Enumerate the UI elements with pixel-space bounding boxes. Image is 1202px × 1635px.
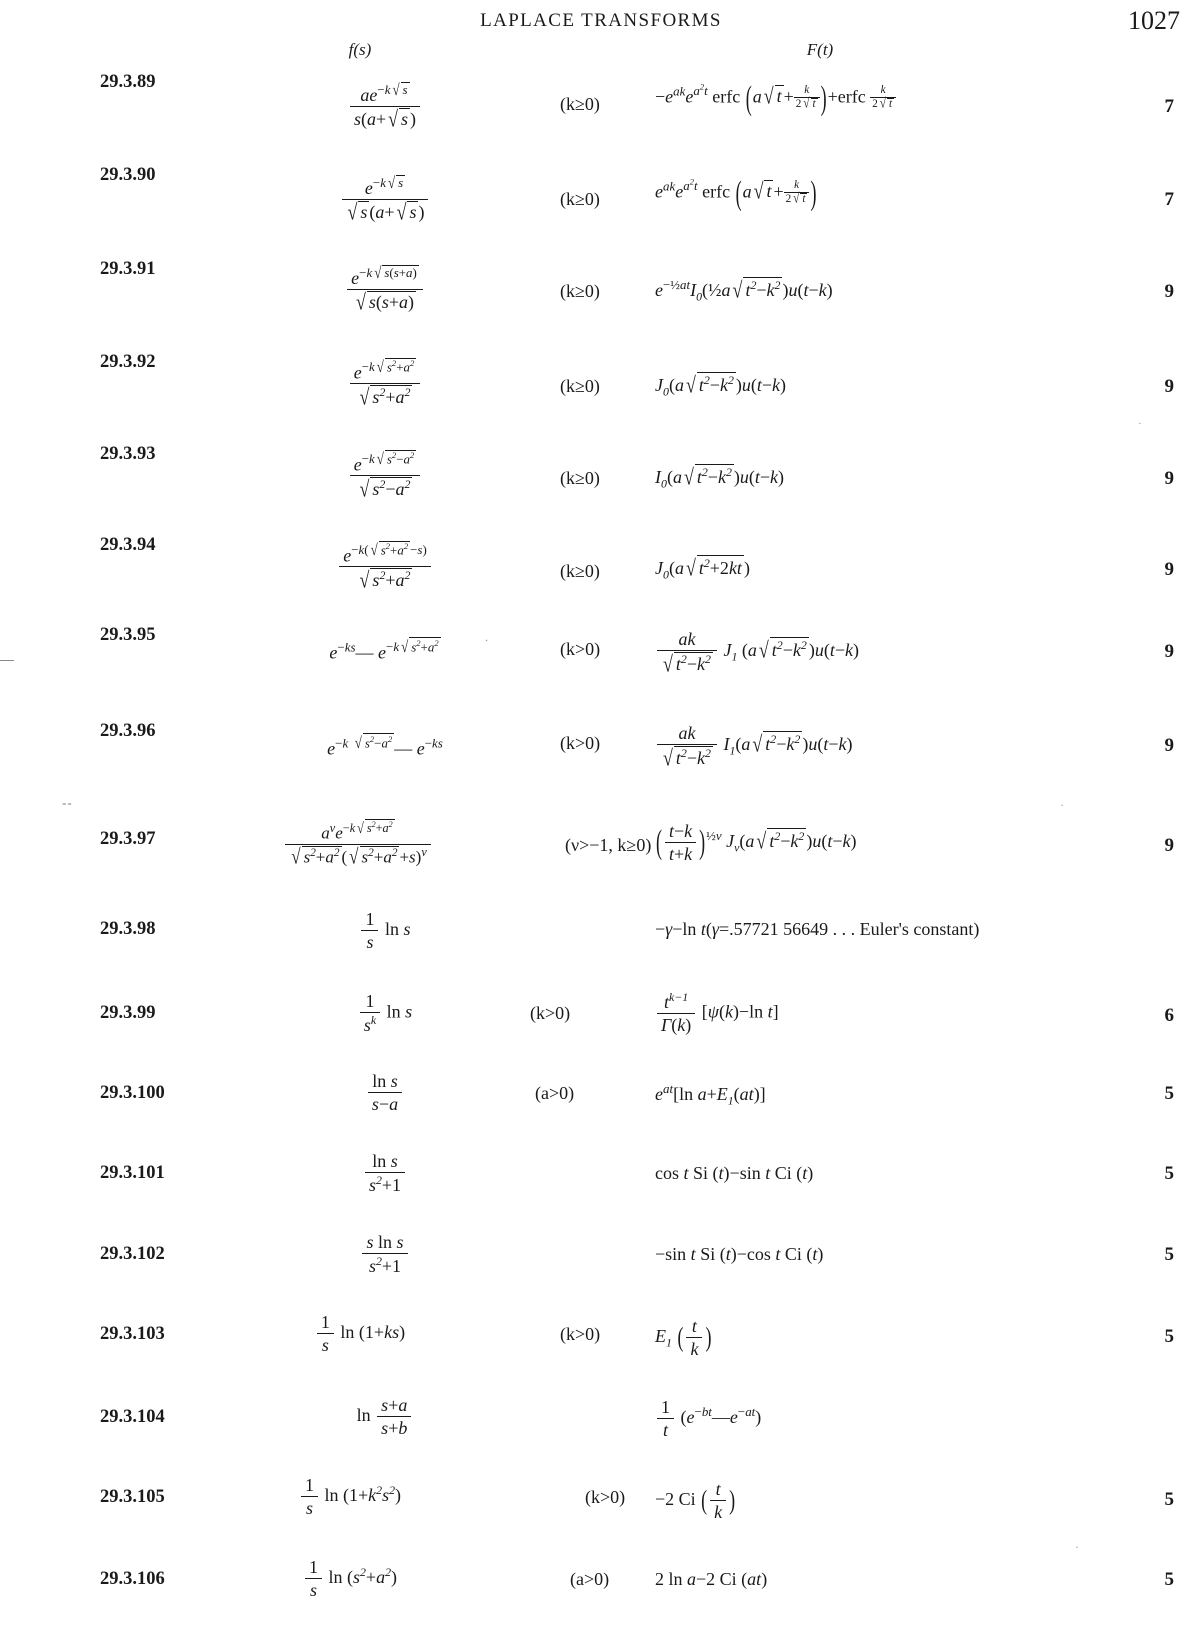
table-row [0,72,1202,165]
formula-fs: $\frac{e^{-k √ s(s+a)}}{√ s(s+a)}$ [175,265,595,312]
margin-mark: · [1060,798,1064,812]
formula-number: 29.3.102 [100,1244,165,1264]
formula-Ft: −sin t Si (t)−cos t Ci (t) [655,1244,824,1264]
page-title: LAPLACE TRANSFORMS [480,10,722,31]
formula-condition: (k>0) [560,1324,601,1344]
formula-reference: 9 [1164,735,1174,756]
formula-Ft: $\frac{ak}{√ t^2-k^2}$ $J_1$ (a √ $t^2-k^2$ )u(t−k) [655,629,1135,674]
formula-fs: $\frac{1}{s}$ $\ln (s^2+a^2)$ [140,1557,560,1600]
table-row [0,1149,1202,1230]
formula-reference: 5 [1164,1326,1174,1347]
table-row [0,1230,1202,1312]
formula-reference: 5 [1164,1163,1174,1184]
table-row [0,625,1202,721]
formula-fs: $\frac{ae^{-k √ s}}{s(a+ √ s )}$ [175,82,595,129]
table-row [0,165,1202,259]
formula-condition: (k>0) [560,639,601,659]
table-row [0,1069,1202,1149]
formula-fs: $\frac{e^{-k √ s^2+a^2}}{√ s^2+a^2}$ [175,358,595,408]
table-row [0,1312,1202,1393]
formula-condition: (k≥0) [560,94,600,114]
formula-number: 29.3.93 [100,444,156,464]
column-headers [0,40,1202,68]
margin-mark: · [1075,1540,1079,1554]
formula-Ft: $e^{at}[\ln$ $a+E_1(at)$] [655,1081,766,1108]
formula-fs: $\frac{e^{-k √ s}}{√ s (a+ √ s )}$ [175,175,595,222]
page-number: 1027 [1128,6,1180,35]
formula-fs: $e^{-k}$ $^{√ s^2-a^2}$ — $e^{-ks}$ [327,733,443,759]
formula-condition: (k≥0) [560,468,600,488]
formula-condition: (k≥0) [560,561,600,581]
table-row [0,991,1202,1069]
formula-condition: (k>0) [530,1003,571,1023]
table-row [0,813,1202,909]
formula-fs: $\frac{1}{s}$ ln (1+ks) [150,1312,570,1355]
formula-Ft: cos t Si (t)−sin t Ci (t) [655,1163,814,1183]
formula-Ft: $J_0(a$ √ $t^2+2kt$ ) [655,555,750,582]
formula-reference: 9 [1164,281,1174,302]
margin-mark: · [1138,418,1142,430]
formula-Ft: −γ−ln t(γ=.57721 56649 . . . Euler's constant) [655,919,980,939]
formula-Ft: $\frac{1}{t}$ $(e^{-bt}—e^{-at})$ [655,1397,1135,1440]
formula-condition: (a>0) [535,1083,575,1103]
formula-Ft: ( $\frac{t-k}{t+k}$ )$^{\frac{1}{2}\nu}$ $J_\nu(a$ √ $t^2-k^2$ )u(t−k) [656,821,857,865]
table-row [0,535,1202,625]
formula-number: 29.3.96 [100,721,156,741]
formula-reference: 5 [1164,1569,1174,1590]
formula-condition: (ν>−1, k≥0) [565,835,652,855]
formula-fs: $\frac{\text{ln s}}{s-a}$ [175,1071,595,1114]
formula-number: 29.3.94 [100,535,156,555]
formula-reference: 5 [1164,1489,1174,1510]
formula-Ft: $J_0(a$ √ $t^2-k^2$ )u(t−k) [655,372,787,399]
table-row [0,1555,1202,1635]
formula-fs: $\frac{e^{-k( √ s^2+a^2 -s)}}{√ s^2+a^2}$ [175,541,595,591]
formula-number: 29.3.92 [100,352,156,372]
page-header [0,6,1202,40]
formula-number: 29.3.90 [100,165,156,185]
formula-fs: $\frac{a^\nu e^{-k √ s^2+a^2}}{√ s^2+a^2 ( √ s^2+a^2 +s)^\nu}$ [158,819,558,866]
formula-number: 29.3.101 [100,1163,165,1183]
formula-condition: (k≥0) [560,281,600,301]
formula-number: 29.3.100 [100,1083,165,1103]
formula-reference: 7 [1164,96,1174,117]
formula-condition: (k>0) [560,733,601,753]
formula-condition: (k>0) [585,1487,626,1507]
formula-number: 29.3.95 [100,625,156,645]
formula-number: 29.3.97 [100,829,156,849]
table-row [0,1393,1202,1473]
table-row [0,909,1202,991]
margin-mark: . [485,630,488,644]
formula-reference: 9 [1164,376,1174,397]
formula-fs: $\frac{\text{s ln s}}{s^2+1}$ [175,1232,595,1276]
margin-mark: -- [62,795,73,810]
formula-fs: $e^{-ks}—$ $e^{-k √ s^2+a^2}$ [329,637,439,663]
formula-fs: $\frac{e^{-k √ s^2-a^2}}{√ s^2-a^2}$ [175,450,595,500]
table-row [0,444,1202,535]
formula-number: 29.3.89 [100,72,156,92]
formula-number: 29.3.91 [100,259,156,279]
column-header-fs: f(s) [348,40,372,59]
formula-Ft: $E_1$ ( $\frac{t}{k}$ ) [655,1316,712,1360]
table-row [0,352,1202,444]
formula-number: 29.3.103 [100,1324,165,1344]
formula-Ft: −2 Ci ( $\frac{t}{k}$ ) [655,1479,736,1523]
formula-fs: $\frac{1}{s^k}$ ln s [175,991,595,1035]
formula-reference: 5 [1164,1244,1174,1265]
formula-reference: 9 [1164,835,1174,856]
formula-number: 29.3.99 [100,1003,156,1023]
formula-number: 29.3.106 [100,1569,165,1589]
formula-reference: 9 [1164,559,1174,580]
formula-reference: 9 [1164,468,1174,489]
formula-fs: $\frac{1}{s}$ ln s [175,909,595,952]
formula-reference: 6 [1164,1005,1174,1026]
table-row [0,259,1202,352]
formula-fs: $\frac{1}{s}$ $\ln (1+k^2s^2)$ [140,1475,560,1518]
formula-Ft: $-e^{ak}e^{a^2t}$ erfc (a √ t + $\frac{k}{2 √ t}$ )+erfc $\frac{k}{2 √ t}$ [655,82,1135,111]
formula-table [0,72,1202,1635]
formula-Ft: $I_0(a$ √ $t^2-k^2$ )u(t−k) [655,464,785,491]
table-row [0,1473,1202,1555]
formula-fs: ln $\frac{s+a}{s+b}$ [175,1395,595,1438]
formula-condition: (a>0) [570,1569,610,1589]
formula-number: 29.3.105 [100,1487,165,1507]
formula-number: 29.3.104 [100,1407,165,1427]
formula-reference: 9 [1164,641,1174,662]
formula-condition: (k≥0) [560,376,600,396]
formula-Ft: $e^{-\frac{1}{2}at}I_0(\frac{1}{2}a$ √ $t^2-k^2$ )u(t−k) [655,277,833,304]
formula-number: 29.3.98 [100,919,156,939]
formula-Ft: $e^{ak}e^{a^2t}$ erfc (a √ t + $\frac{k}{2 √ t}$ ) [655,173,817,212]
formula-reference: 5 [1164,1083,1174,1104]
formula-reference: 7 [1164,189,1174,210]
formula-Ft: $\frac{t^{k-1}}{\Gamma(k)}$ [ψ(k)−ln t] [655,991,1135,1035]
formula-condition: (k≥0) [560,189,600,209]
table-row [0,721,1202,813]
formula-fs: $\frac{\text{ln s}}{s^2+1}$ [175,1151,595,1195]
formula-Ft: 2 ln a−2 Ci (at) [655,1569,768,1589]
formula-Ft: $\frac{ak}{√ t^2-k^2}$ $I_1(a$ √ $t^2-k^2$ )u(t−k) [655,723,1135,768]
column-header-Ft: F(t) [806,40,834,59]
